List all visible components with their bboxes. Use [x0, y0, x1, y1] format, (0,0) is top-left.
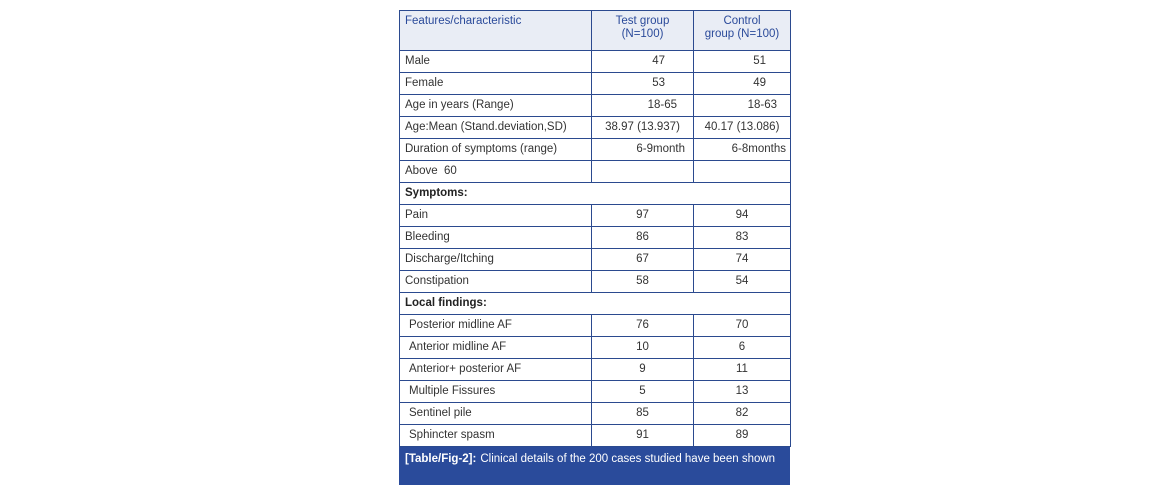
- test-value: 97: [592, 205, 694, 227]
- control-value: 83: [694, 227, 791, 249]
- header-test-group: [592, 11, 694, 51]
- row-label: Posterior midline AF: [400, 315, 592, 337]
- test-value: 5: [592, 381, 694, 403]
- row-label: Anterior midline AF: [400, 337, 592, 359]
- header-test-line1: Test group: [615, 15, 670, 27]
- header-control-line2: group (N=100): [704, 28, 780, 40]
- row-label: Discharge/Itching: [400, 249, 592, 271]
- control-value: 49: [694, 73, 791, 95]
- table-row: [400, 51, 791, 73]
- control-value: 94: [694, 205, 791, 227]
- caption-label: [Table/Fig-2]:: [405, 453, 477, 465]
- test-value: 76: [592, 315, 694, 337]
- test-value: 9: [592, 359, 694, 381]
- table-row: [400, 73, 791, 95]
- section-heading-symptoms: Symptoms:: [400, 183, 791, 205]
- control-value: 51: [694, 51, 791, 73]
- clinical-details-table-figure: [399, 10, 790, 485]
- test-value: 18-65: [592, 95, 694, 117]
- section-row-local-findings: [400, 293, 791, 315]
- header-features: Features/characteristic: [400, 11, 592, 51]
- control-value: 70: [694, 315, 791, 337]
- section-heading-local-findings: Local findings:: [400, 293, 791, 315]
- test-value: 67: [592, 249, 694, 271]
- table-row: [400, 161, 791, 183]
- table-row: [400, 315, 791, 337]
- table-row: [400, 95, 791, 117]
- row-label: Above 60: [400, 161, 592, 183]
- table-row: [400, 249, 791, 271]
- control-value: 13: [694, 381, 791, 403]
- header-control-line1: Control: [723, 15, 761, 27]
- row-label: Female: [400, 73, 592, 95]
- row-label: Age in years (Range): [400, 95, 592, 117]
- control-value: 74: [694, 249, 791, 271]
- row-label: Pain: [400, 205, 592, 227]
- control-value: 82: [694, 403, 791, 425]
- control-value: 11: [694, 359, 791, 381]
- control-value: 89: [694, 425, 791, 447]
- test-value: 53: [592, 73, 694, 95]
- control-value: 6: [694, 337, 791, 359]
- table-row: [400, 227, 791, 249]
- row-label: Duration of symptoms (range): [400, 139, 592, 161]
- test-value: 85: [592, 403, 694, 425]
- row-label: Multiple Fissures: [400, 381, 592, 403]
- section-row-symptoms: [400, 183, 791, 205]
- row-label: Bleeding: [400, 227, 592, 249]
- row-label: Male: [400, 51, 592, 73]
- row-label: Sentinel pile: [400, 403, 592, 425]
- control-value: [694, 161, 791, 183]
- table-row: [400, 139, 791, 161]
- row-label: Anterior+ posterior AF: [400, 359, 592, 381]
- row-label: Sphincter spasm: [400, 425, 592, 447]
- table-row: [400, 271, 791, 293]
- row-label: Age:Mean (Stand.deviation,SD): [400, 117, 592, 139]
- clinical-details-table: [399, 10, 791, 447]
- table-row: [400, 337, 791, 359]
- test-value: 86: [592, 227, 694, 249]
- table-row: [400, 205, 791, 227]
- header-test-line2: (N=100): [621, 28, 664, 40]
- table-row: [400, 117, 791, 139]
- test-value: [592, 161, 694, 183]
- control-value: 54: [694, 271, 791, 293]
- table-row: [400, 359, 791, 381]
- header-control-group: [694, 11, 791, 51]
- table-row: [400, 403, 791, 425]
- test-value: 91: [592, 425, 694, 447]
- test-value: 38.97 (13.937): [592, 117, 694, 139]
- table-header-row: [400, 11, 791, 51]
- test-value: 10: [592, 337, 694, 359]
- control-value: 40.17 (13.086): [694, 117, 791, 139]
- control-value: 18-63: [694, 95, 791, 117]
- control-value: 6-8months: [694, 139, 791, 161]
- test-value: 58: [592, 271, 694, 293]
- caption-text: Clinical details of the 200 cases studied have been shown: [480, 453, 776, 465]
- table-caption: [399, 447, 790, 485]
- table-row: [400, 425, 791, 447]
- table-row: [400, 381, 791, 403]
- test-value: 6-9month: [592, 139, 694, 161]
- test-value: 47: [592, 51, 694, 73]
- row-label: Constipation: [400, 271, 592, 293]
